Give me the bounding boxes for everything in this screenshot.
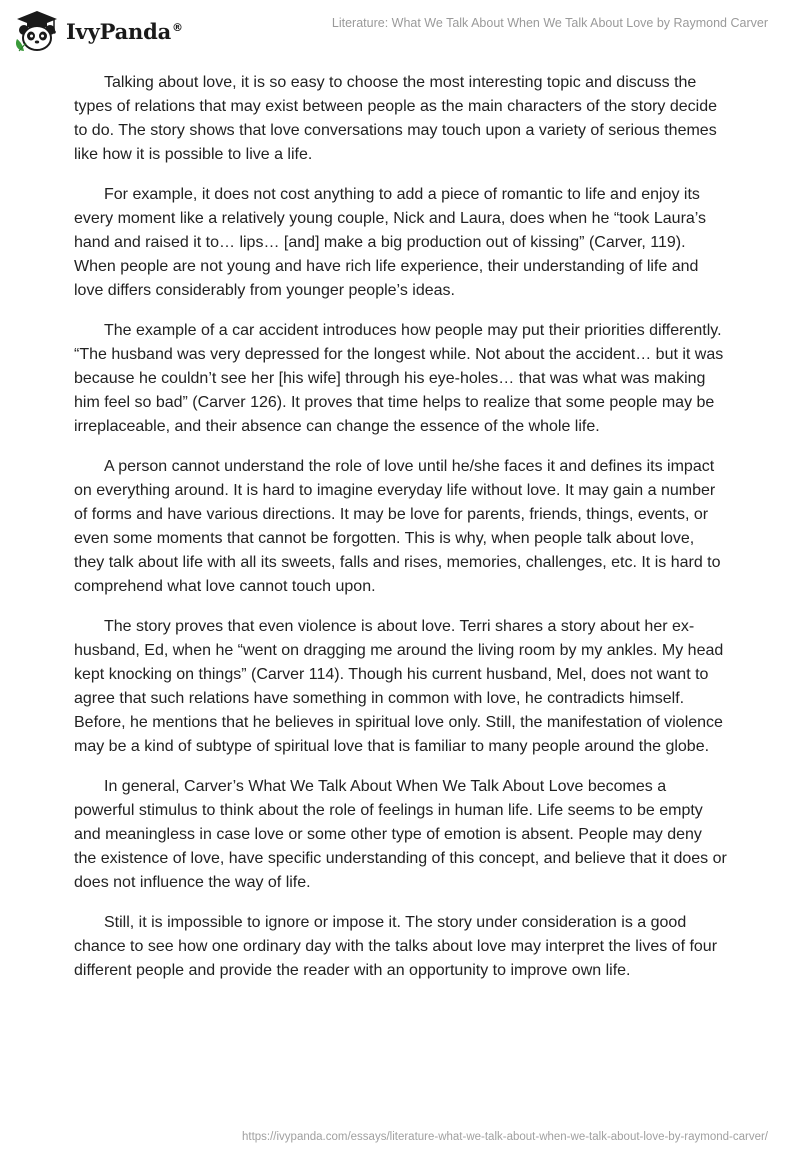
source-url[interactable]: https://ivypanda.com/essays/literature-what-we-talk-about-when-we-talk-about-love-by-raymond-carver/: [241, 1131, 768, 1143]
ivypanda-logo[interactable]: [14, 6, 183, 56]
paragraph: In general, Carver’s What We Talk About When We Talk About Love becomes a powerful stimulus to think about the role of feelings in human life. Life seems to be empty and meaningless in case love or some other type of emotion is absent. People may deny the existence of love, have specific understanding of this concept, and believe that it does or does not influence the way of life.: [74, 778, 727, 891]
logo-wordmark: IvyPanda®: [66, 18, 183, 44]
paragraph: Talking about love, it is so easy to choose the most interesting topic and discuss the types of relations that may exist between people as the main characters of the story decide to do. The story shows that love conversations may touch upon a variety of serious themes like how it is possible to live a life.: [74, 74, 718, 163]
paragraph: Still, it is impossible to ignore or impose it. The story under consideration is a good chance to see how one ordinary day with the talks about love may interpret the lives of four different people and provide the reader with an opportunity to improve own life.: [74, 914, 718, 979]
panda-graduate-icon: [14, 9, 60, 53]
page-header: [0, 0, 800, 60]
paragraph: The example of a car accident introduces how people may put their priorities differently. “The husband was very depressed for the longest while. Not about the accident… but it was because he couldn’t see her [his wife] through his eye-holes… that was what was making him feel so bad” (Carver 126). It proves that time helps to realize that some people may be irreplaceable, and their absence can change the essence of the whole life.: [74, 322, 724, 435]
essay-body: [74, 71, 728, 999]
paragraph: For example, it does not cost anything to add a piece of romantic to life and enjoy its every moment like a relatively young couple, Nick and Laura, does when he “took Laura’s hand and raised it to… lips… [and] make a big production out of kissing” (Carver, 119). When people are not young and have rich life experience, their understanding of life and love differs considerably from younger people’s ideas.: [74, 186, 707, 299]
document-title: Literature: What We Talk About When We Talk About Love by Raymond Carver: [331, 16, 768, 30]
paragraph: A person cannot understand the role of love until he/she faces it and defines its impact on everything around. It is hard to imagine everyday life without love. It may gain a number of forms and have various directions. It may be love for parents, friends, things, events, or even some moments that cannot be forgotten. This is why, when people talk about love, they talk about life with all its sweets, falls and rises, memories, challenges, etc. It is hard to comprehend what love cannot touch upon.: [74, 458, 721, 595]
paragraph: The story proves that even violence is about love. Terri shares a story about her ex-husband, Ed, when he “went on dragging me around the living room by my ankles. My head kept knocking on things” (Carver 114). Though his current husband, Mel, does not want to agree that such relations have something in common with love, he contradicts himself. Before, he mentions that he believes in spiritual love only. Still, the manifestation of violence may be a kind of subtype of spiritual love that is familiar to many people around the globe.: [74, 618, 724, 755]
